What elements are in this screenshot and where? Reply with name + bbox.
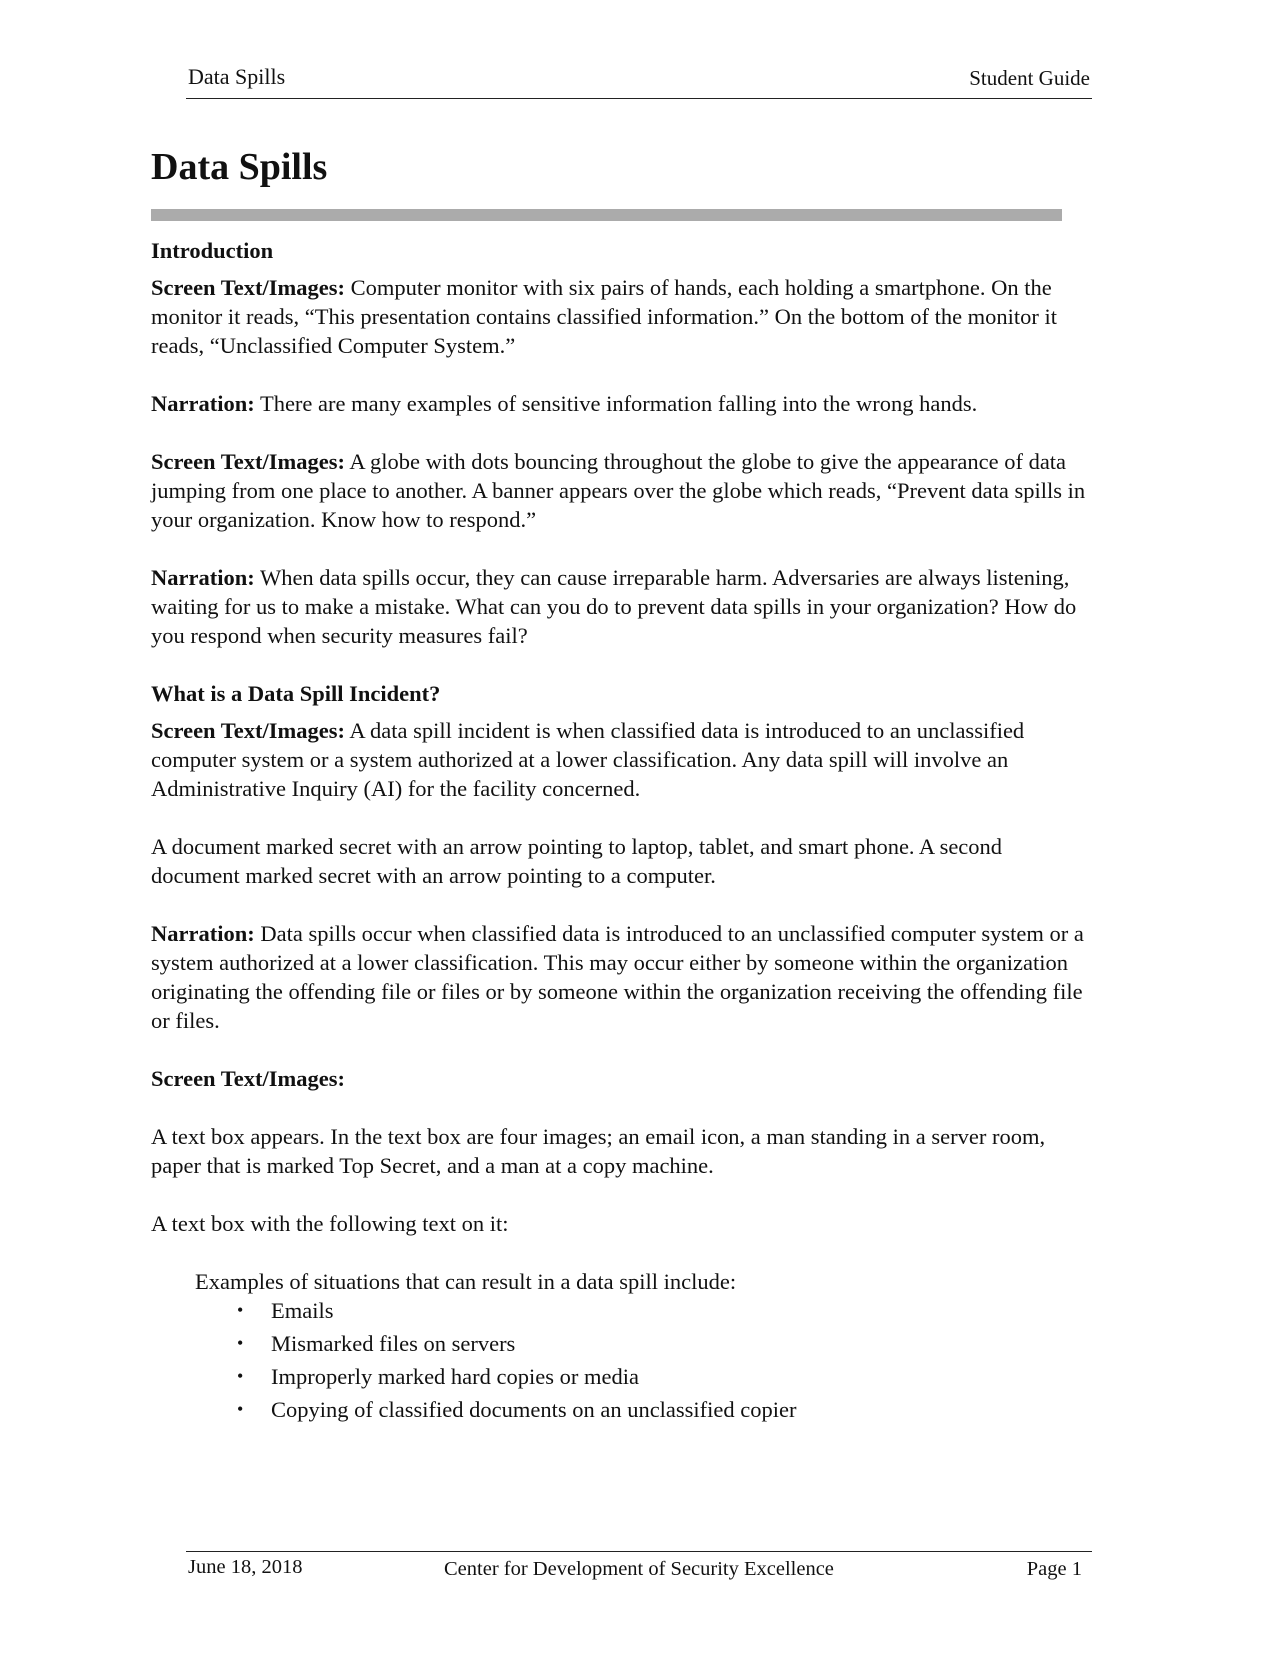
paragraph — [151, 389, 1091, 418]
footer-organization: Center for Development of Security Excellence — [444, 1558, 834, 1580]
paragraph-text: A globe with dots bouncing throughout the globe to give the appearance of data jumping from one place to another. A banner appears over the globe which reads, “Prevent data spills in your organization. Know how to respond.” — [151, 449, 1086, 532]
paragraph — [151, 563, 1091, 650]
paragraph-text: There are many examples of sensitive information falling into the wrong hands. — [259, 391, 978, 416]
paragraph — [151, 447, 1091, 534]
bullet-icon: • — [237, 1366, 244, 1386]
screen-text-label: Screen Text/Images: — [151, 1066, 345, 1091]
paragraph: A text box appears. In the text box are four images; an email icon, a man standing in a server room, paper that is marked Top Secret, and a man at a copy machine. — [151, 1124, 1046, 1178]
section-heading-data-spill-incident: What is a Data Spill Incident? — [151, 681, 441, 706]
page-title: Data Spills — [151, 146, 328, 188]
examples-list — [151, 1296, 1091, 1428]
page-header — [186, 62, 1092, 99]
paragraph: A text box with the following text on it: — [151, 1211, 509, 1236]
header-doc-type: Student Guide — [969, 66, 1090, 90]
bullet-icon: • — [237, 1300, 244, 1320]
list-item: • Improperly marked hard copies or media — [237, 1364, 639, 1389]
screen-text-label: Screen Text/Images: — [151, 718, 345, 743]
narration-label: Narration: — [151, 921, 255, 946]
examples-intro: Examples of situations that can result in a data spill include: — [195, 1269, 737, 1294]
page-footer — [186, 1551, 1092, 1592]
title-divider — [151, 209, 1062, 221]
paragraph: A document marked secret with an arrow pointing to laptop, tablet, and smart phone. A second document marked secret with an arrow pointing to a computer. — [151, 834, 1003, 888]
document-body — [151, 232, 1091, 1428]
header-doc-title: Data Spills — [188, 64, 286, 89]
bullet-icon: • — [237, 1399, 244, 1419]
paragraph — [151, 919, 1091, 1035]
narration-label: Narration: — [151, 391, 255, 416]
paragraph-text: Data spills occur when classified data is introduced to an unclassified computer system or a system authorized at a lower classification. This may occur either by someone within the organization originating the offending file or files or by someone within the organization receiving the offending file or files. — [151, 921, 1084, 1033]
bullet-icon: • — [237, 1333, 244, 1353]
list-item: • Emails — [237, 1298, 334, 1323]
narration-label: Narration: — [151, 565, 255, 590]
paragraph-text: A data spill incident is when classified data is introduced to an unclassified computer system or a system authorized at a lower classification. Any data spill will involve an Administrative Inquiry (AI) for the facility concerned. — [151, 718, 1025, 801]
list-item: • Copying of classified documents on an unclassified copier — [237, 1397, 797, 1422]
paragraph-text: Computer monitor with six pairs of hands, each holding a smartphone. On the monitor it reads, “This presentation contains classified information.” On the bottom of the monitor it reads, “Unclassified Computer System.” — [151, 275, 1058, 358]
paragraph — [151, 716, 1091, 803]
footer-date: June 18, 2018 — [188, 1556, 303, 1578]
paragraph — [151, 1064, 1091, 1093]
screen-text-label: Screen Text/Images: — [151, 275, 345, 300]
footer-page-number: Page 1 — [1026, 1558, 1082, 1580]
screen-text-label: Screen Text/Images: — [151, 449, 345, 474]
paragraph — [151, 273, 1091, 360]
list-item: • Mismarked files on servers — [237, 1331, 516, 1356]
section-heading-introduction: Introduction — [151, 238, 274, 263]
paragraph-text: When data spills occur, they can cause irreparable harm. Adversaries are always listening, waiting for us to make a mistake. What can you do to prevent data spills in your organization? How do you respond when security measures fail? — [151, 565, 1077, 648]
